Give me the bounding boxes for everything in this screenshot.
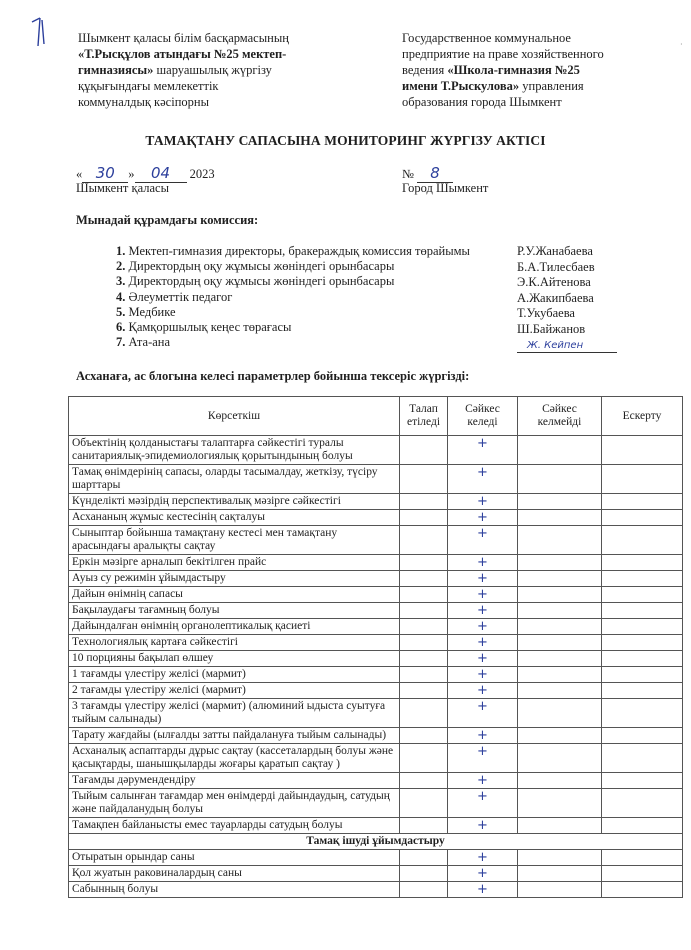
act-number: 8 (430, 164, 440, 182)
compliant-cell: + (448, 699, 518, 728)
member-name: Т.Укубаева (517, 306, 575, 320)
required-cell (400, 699, 448, 728)
required-cell (400, 882, 448, 898)
indicator-cell: Дайындалған өнімнің органолептикалық қасиеті (69, 619, 400, 635)
header-left-line5: коммуналдық кәсіпорны (78, 95, 209, 109)
table-header-row (69, 397, 683, 436)
member-role: 5. Медбике (116, 304, 176, 319)
note-cell (602, 510, 683, 526)
table-row (69, 728, 683, 744)
act-number-line: № 8 (402, 164, 453, 183)
indicator-cell: Тағамды дәрумендендіру (69, 773, 400, 789)
compliant-cell: + (448, 465, 518, 494)
compliant-cell: + (448, 667, 518, 683)
noncompliant-cell (518, 789, 602, 818)
commission-names (517, 244, 617, 353)
note-cell (602, 619, 683, 635)
table-row (69, 651, 683, 667)
note-cell (602, 436, 683, 465)
note-cell (602, 850, 683, 866)
indicator-cell: Тамақ өнімдерінің сапасы, оларды тасымалдау, жеткізу, түсіру шарттары (69, 465, 400, 494)
noncompliant-cell (518, 436, 602, 465)
required-cell (400, 635, 448, 651)
note-cell (602, 667, 683, 683)
member-role: 6. Қамқоршылық кеңес төрағасы (116, 320, 292, 335)
header-left-kz (78, 30, 340, 110)
note-cell (602, 789, 683, 818)
note-cell (602, 526, 683, 555)
indicator-cell: Тыйым салынған тағамдар мен өнімдерді дайындаудың, сатудың және пайдаланудың болуы (69, 789, 400, 818)
header-noncompliant: Сәйкес келмейді (518, 397, 602, 436)
indicator-cell: Еркін мәзірге арналып бекітілген прайс (69, 555, 400, 571)
header-note: Ескерту (602, 397, 683, 436)
section-title: Тамақ ішуді ұйымдастыру (69, 834, 683, 850)
table-row (69, 667, 683, 683)
noncompliant-cell (518, 494, 602, 510)
noncompliant-cell (518, 773, 602, 789)
table-row (69, 866, 683, 882)
note-cell (602, 683, 683, 699)
compliant-cell: + (448, 773, 518, 789)
note-cell (602, 866, 683, 882)
member-name: Э.К.Айтенова (517, 275, 591, 289)
noncompliant-cell (518, 571, 602, 587)
note-cell (602, 587, 683, 603)
header-right-line2: предприятие на праве хозяйственного (402, 47, 604, 61)
note-cell (602, 651, 683, 667)
compliant-cell: + (448, 850, 518, 866)
header-compliant: Сәйкес келеді (448, 397, 518, 436)
indicator-cell: Асхананың жұмыс кестесінің сақталуы (69, 510, 400, 526)
table-row (69, 744, 683, 773)
indicator-cell: Технологиялық картаға сәйкестігі (69, 635, 400, 651)
note-cell (602, 635, 683, 651)
noncompliant-cell (518, 603, 602, 619)
table-row (69, 619, 683, 635)
noncompliant-cell (518, 510, 602, 526)
compliant-cell: + (448, 866, 518, 882)
indicator-cell: Күнделікті мәзірдің перспективалық мәзірге сәйкестігі (69, 494, 400, 510)
required-cell (400, 773, 448, 789)
table-row (69, 683, 683, 699)
noncompliant-cell (518, 635, 602, 651)
header-required: Талап етіледі (400, 397, 448, 436)
header-right-line1: Государственное коммунальное (402, 31, 571, 45)
member-role: 2. Директордың оқу жұмысы жөніндегі орынбасары (116, 259, 395, 274)
table-row (69, 494, 683, 510)
indicator-cell: 1 тағамды үлестіру желісі (мармит) (69, 667, 400, 683)
note-cell (602, 555, 683, 571)
required-cell (400, 555, 448, 571)
compliant-cell: + (448, 789, 518, 818)
table-row (69, 587, 683, 603)
member-name: А.Жакипбаева (517, 290, 594, 305)
member-name: Ш.Байжанов (517, 321, 586, 336)
table-row (69, 555, 683, 571)
date-year: 2023 (189, 167, 215, 181)
indicator-cell: Объектінің қолданыстағы талаптарға сәйкестігі туралы санитариялық-эпидемиологиялық қорытындының болуы (69, 436, 400, 465)
check-title: Асханаға, ас блогына келесі параметрлер бойынша тексеріс жүргізді: (76, 369, 470, 383)
table-row (69, 603, 683, 619)
noncompliant-cell (518, 882, 602, 898)
noncompliant-cell (518, 555, 602, 571)
compliant-cell: + (448, 818, 518, 834)
edge-scan-mark: · (680, 40, 683, 49)
note-cell (602, 882, 683, 898)
required-cell (400, 744, 448, 773)
table-row (69, 510, 683, 526)
header-indicator: Көрсеткіш (69, 397, 400, 436)
section-row (69, 834, 683, 850)
required-cell (400, 603, 448, 619)
member-role: 1. Мектеп-гимназия директоры, бракераждық комиссия төрайымы (116, 244, 470, 258)
parent-handwritten-name: Ж. Кейпен (527, 340, 584, 351)
table-row (69, 818, 683, 834)
noncompliant-cell (518, 526, 602, 555)
header-right-line3: ведения «Школа-гимназия №25 (402, 63, 580, 77)
compliant-cell: + (448, 510, 518, 526)
note-cell (602, 494, 683, 510)
indicator-cell: 3 тағамды үлестіру желісі (мармит) (алюминий ыдыста суытуға тыйым салынады) (69, 699, 400, 728)
noncompliant-cell (518, 744, 602, 773)
member-name: Р.У.Жанабаева (517, 244, 593, 258)
note-cell (602, 571, 683, 587)
required-cell (400, 818, 448, 834)
indicator-cell: Отыратын орындар саны (69, 850, 400, 866)
document-title: ТАМАҚТАНУ САПАСЫНА МОНИТОРИНГ ЖҮРГІЗУ АКТІСІ (145, 133, 546, 148)
compliant-cell: + (448, 436, 518, 465)
header-right-line5: образования города Шымкент (402, 95, 562, 109)
noncompliant-cell (518, 667, 602, 683)
required-cell (400, 866, 448, 882)
table-row (69, 773, 683, 789)
required-cell (400, 667, 448, 683)
noncompliant-cell (518, 683, 602, 699)
noncompliant-cell (518, 866, 602, 882)
monitoring-table (68, 396, 683, 898)
noncompliant-cell (518, 818, 602, 834)
required-cell (400, 587, 448, 603)
header-left-line1: Шымкент қаласы білім басқармасының (78, 31, 289, 45)
noncompliant-cell (518, 728, 602, 744)
header-left-line2: «Т.Рысқұлов атындағы №25 мектеп- (78, 47, 287, 61)
city-ru: Город Шымкент (402, 181, 489, 195)
indicator-cell: Ауыз су режимін ұйымдастыру (69, 571, 400, 587)
note-cell (602, 699, 683, 728)
required-cell (400, 526, 448, 555)
required-cell (400, 850, 448, 866)
indicator-cell: Қол жуатын раковиналардың саны (69, 866, 400, 882)
required-cell (400, 789, 448, 818)
note-cell (602, 773, 683, 789)
required-cell (400, 728, 448, 744)
note-cell (602, 818, 683, 834)
compliant-cell: + (448, 603, 518, 619)
member-name: Б.А.Тилесбаев (517, 259, 595, 274)
header-left-line3: гимназиясы» шаруашылық жүргізу (78, 63, 272, 77)
required-cell (400, 436, 448, 465)
date-line: « 30 » 04 2023 (76, 164, 215, 182)
indicator-cell: Асханалық аспаптарды дұрыс сақтау (кассеталардың болуы және қасықтарды, шанышқыларды жоғары қаратып сақтау ) (69, 744, 400, 773)
required-cell (400, 683, 448, 699)
compliant-cell: + (448, 619, 518, 635)
noncompliant-cell (518, 651, 602, 667)
compliant-cell: + (448, 526, 518, 555)
table-row (69, 635, 683, 651)
table-row (69, 436, 683, 465)
required-cell (400, 510, 448, 526)
table-row (69, 882, 683, 898)
indicator-cell: Тарату жағдайы (ылғалды затты пайдалануға тыйым салынады) (69, 728, 400, 744)
compliant-cell: + (448, 651, 518, 667)
header-right-line4: имени Т.Рыскулова» управления (402, 79, 584, 93)
compliant-cell: + (448, 728, 518, 744)
city-kz: Шымкент қаласы (76, 181, 169, 195)
compliant-cell: + (448, 882, 518, 898)
compliant-cell: + (448, 635, 518, 651)
parent-signature-line (517, 337, 617, 353)
table-row (69, 465, 683, 494)
note-cell (602, 728, 683, 744)
table-row (69, 699, 683, 728)
required-cell (400, 651, 448, 667)
compliant-cell: + (448, 744, 518, 773)
indicator-cell: Дайын өнімнің сапасы (69, 587, 400, 603)
noncompliant-cell (518, 619, 602, 635)
required-cell (400, 571, 448, 587)
member-role: 7. Ата-ана (116, 335, 171, 350)
commission-members (116, 244, 470, 350)
required-cell (400, 619, 448, 635)
compliant-cell: + (448, 494, 518, 510)
table-row (69, 526, 683, 555)
header-left-line4: құқығындағы мемлекеттік (78, 79, 219, 93)
noncompliant-cell (518, 465, 602, 494)
indicator-cell: Сабынның болуы (69, 882, 400, 898)
compliant-cell: + (448, 587, 518, 603)
date-month: 04 (150, 164, 171, 182)
compliant-cell: + (448, 683, 518, 699)
header-right-ru (402, 30, 682, 110)
note-cell (602, 744, 683, 773)
compliant-cell: + (448, 571, 518, 587)
note-cell (602, 465, 683, 494)
indicator-cell: 2 тағамды үлестіру желісі (мармит) (69, 683, 400, 699)
required-cell (400, 465, 448, 494)
note-cell (602, 603, 683, 619)
indicator-cell: 10 порцияны бақылап өлшеу (69, 651, 400, 667)
noncompliant-cell (518, 699, 602, 728)
table-row (69, 850, 683, 866)
table-row (69, 789, 683, 818)
table-row (69, 571, 683, 587)
compliant-cell: + (448, 555, 518, 571)
member-role: 4. Әлеуметтік педагог (116, 289, 233, 304)
indicator-cell: Сыныптар бойынша тамақтану кестесі мен тамақтану арасындағы аралықты сақтау (69, 526, 400, 555)
noncompliant-cell (518, 587, 602, 603)
corner-pen-mark (30, 14, 48, 48)
indicator-cell: Тамақпен байланысты емес тауарларды сатудың болуы (69, 818, 400, 834)
date-day: 30 (95, 164, 115, 182)
commission-title: Мынадай құрамдағы комиссия: (76, 213, 259, 227)
indicator-cell: Бақылаудағы тағамның болуы (69, 603, 400, 619)
noncompliant-cell (518, 850, 602, 866)
member-role: 3. Директордың оқу жұмысы жөніндегі орынбасары (116, 274, 395, 289)
required-cell (400, 494, 448, 510)
